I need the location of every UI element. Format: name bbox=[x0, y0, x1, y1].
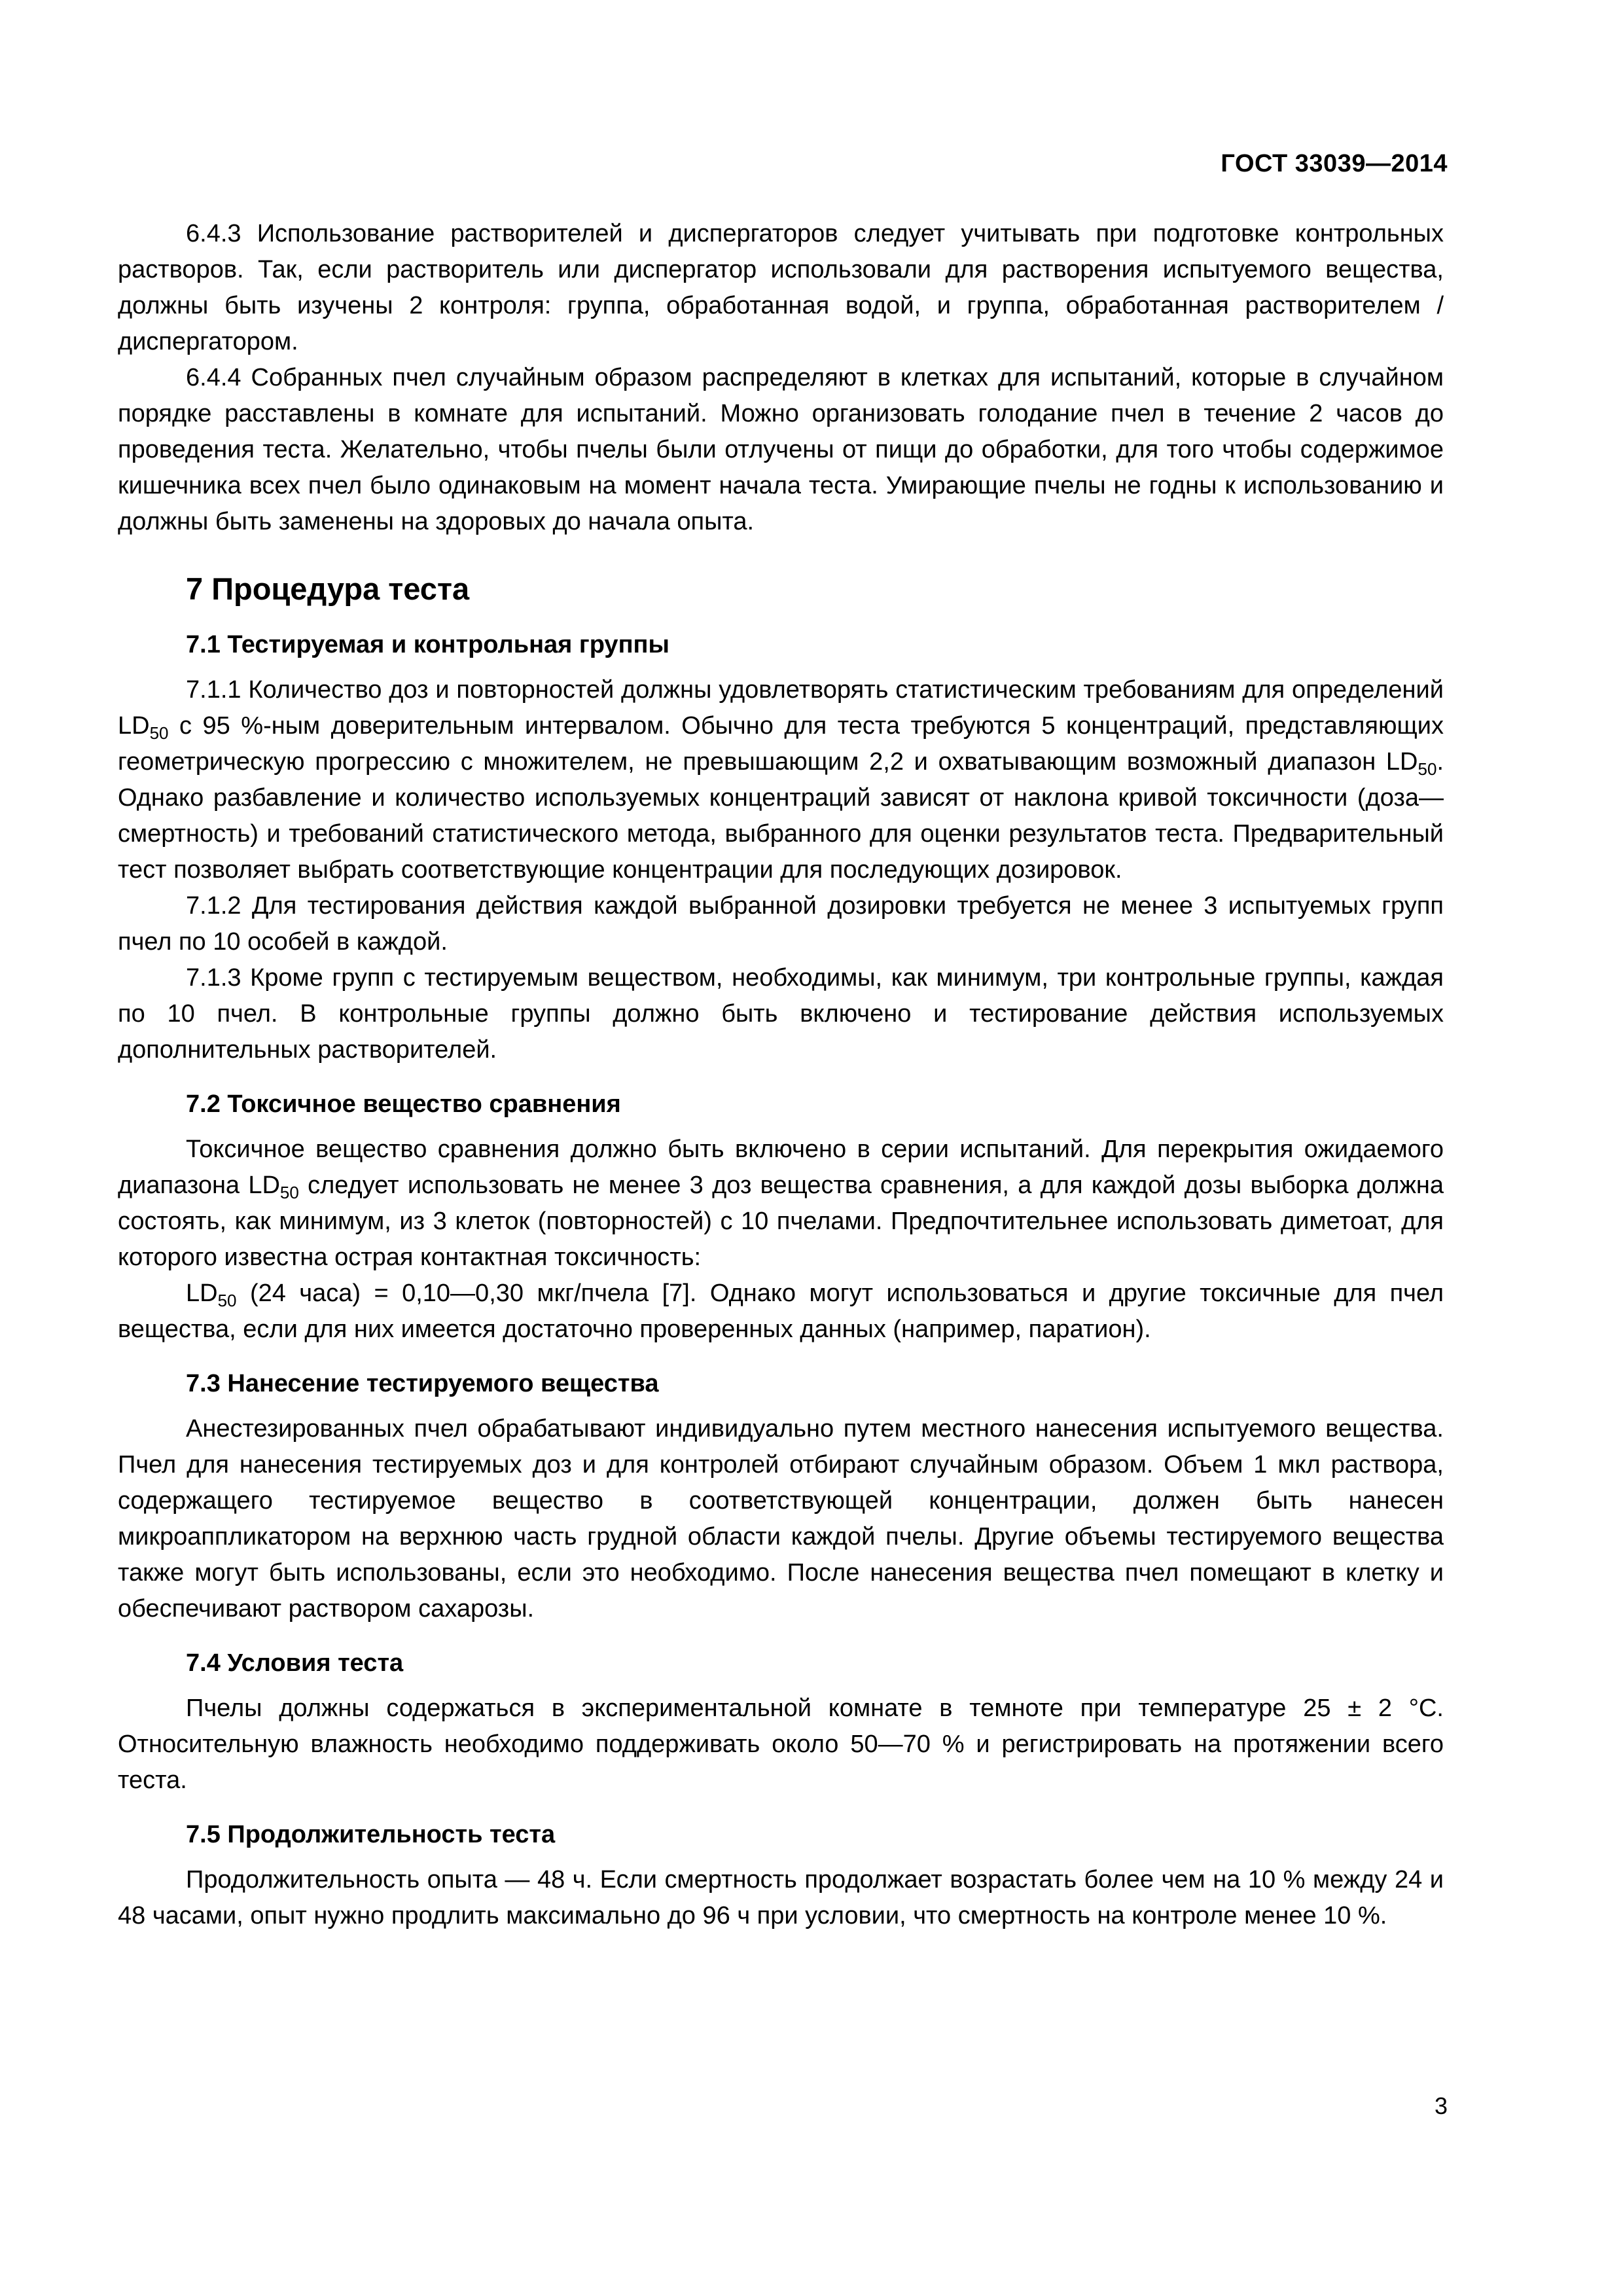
paragraph-7-1-1 bbox=[118, 672, 1444, 888]
subsection-heading-7-2: 7.2 Токсичное вещество сравнения bbox=[186, 1090, 621, 1118]
subsection-heading-7-4: 7.4 Условия теста bbox=[186, 1649, 404, 1677]
subscript-50: 50 bbox=[1418, 759, 1437, 779]
ld-label: LD bbox=[186, 1280, 218, 1307]
paragraph-7-1-3: 7.1.3 Кроме групп с тестируемым веществом, необходимы, как минимум, три контрольные группы, каждая по 10 пчел. В контрольные группы должно быть включено и тестирование действия используемых дополнительных растворителей. bbox=[118, 964, 1444, 1064]
paragraph-7-1-2: 7.1.2 Для тестирования действия каждой выбранной дозировки требуется не менее 3 испытуемых групп пчел по 10 особей в каждой. bbox=[118, 892, 1444, 956]
subscript-50: 50 bbox=[279, 1183, 299, 1202]
subscript-50: 50 bbox=[217, 1291, 237, 1310]
paragraph-7-1-1-text-a: 7.1.1 Количество доз и повторностей должны удовлетворять статистическим требованиям для определений LD bbox=[118, 676, 1444, 740]
paragraph-6-4-3: 6.4.3 Использование растворителей и диспергаторов следует учитывать при подготовке контрольных растворов. Так, если растворитель или диспергатор использовали для растворения испытуемого вещества, должны быть изучены 2 контроля: группа, обработанная водой, и группа, обработанная растворителем /диспергатором. bbox=[118, 220, 1444, 355]
subsection-heading-7-3: 7.3 Нанесение тестируемого вещества bbox=[186, 1370, 659, 1397]
paragraph-7-2-ld50 bbox=[118, 1276, 1444, 1348]
paragraph-7-2-text-b: следует использовать не менее 3 доз вещества сравнения, а для каждой дозы выборка должна состоять, как минимум, из 3 клеток (повторностей) с 10 пчелами. Предпочтительнее использовать диметоат, для которого известна острая контактная токсичность: bbox=[118, 1172, 1444, 1271]
page-body bbox=[118, 216, 1444, 1934]
paragraph-7-5: Продолжительность опыта — 48 ч. Если смертность продолжает возрастать более чем на 10 % между 24 и 48 часами, опыт нужно продлить максимально до 96 ч при условии, что смертность на контроле менее 10 %. bbox=[118, 1866, 1444, 1929]
paragraph-7-1-1-text-c: . Однако разбавление и количество используемых концентраций зависят от наклона кривой токсичности (доза—смертность) и требований статистического метода, выбранного для оценки результатов теста. Предварительный тест позволяет выбрать соответствующие концентрации для последующих дозировок. bbox=[118, 748, 1444, 884]
paragraph-6-4-4: 6.4.4 Собранных пчел случайным образом распределяют в клетках для испытаний, которые в случайном порядке расставлены в комнате для испытаний. Можно организовать голодание пчел в течение 2 часов до проведения теста. Желательно, чтобы пчелы были отлучены от пищи до обработки, для того чтобы содержимое кишечника всех пчел было одинаковым на момент начала теста. Умирающие пчелы не годны к использованию и должны быть заменены на здоровых до начала опыта. bbox=[118, 364, 1444, 535]
paragraph-7-2-text-c: (24 часа) = 0,10—0,30 мкг/пчела [7]. Однако могут использоваться и другие токсичные для пчел вещества, если для них имеется достаточно проверенных данных (например, паратион). bbox=[118, 1280, 1444, 1343]
subscript-50: 50 bbox=[149, 723, 169, 743]
page-number: 3 bbox=[1434, 2092, 1448, 2119]
paragraph-7-4: Пчелы должны содержаться в экспериментальной комнате в темноте при температуре 25 ± 2 °С. Относительную влажность необходимо поддерживать около 50—70 % и регистрировать на протяжении всего теста. bbox=[118, 1695, 1444, 1794]
paragraph-7-2-text-a: Токсичное вещество сравнения должно быть включено в серии испытаний. Для перекрытия ожидаемого диапазона LD bbox=[118, 1136, 1444, 1199]
document-code-header: ГОСТ 33039—2014 bbox=[1221, 150, 1448, 177]
paragraph-7-3: Анестезированных пчел обрабатывают индивидуально путем местного нанесения испытуемого вещества. Пчел для нанесения тестируемых доз и для контролей отбирают случайным образом. Объем 1 мкл раствора, содержащего тестируемое вещество в соответствующей концентрации, должен быть нанесен микроаппликатором на верхнюю часть грудной области каждой пчелы. Другие объемы тестируемого вещества также могут быть использованы, если это необходимо. После нанесения вещества пчел помещают в клетку и обеспечивают раствором сахарозы. bbox=[118, 1415, 1444, 1623]
subsection-heading-7-1: 7.1 Тестируемая и контрольная группы bbox=[186, 631, 669, 658]
paragraph-7-2 bbox=[118, 1132, 1444, 1276]
subsection-heading-7-5: 7.5 Продолжительность теста bbox=[186, 1821, 556, 1848]
section-heading-7: 7 Процедура теста bbox=[186, 571, 470, 606]
paragraph-7-1-1-text-b: с 95 %-ным доверительным интервалом. Обычно для теста требуются 5 концентраций, представляющих геометрическую прогрессию с множителем, не превышающим 2,2 и охватывающим возможный диапазон LD bbox=[118, 712, 1444, 776]
